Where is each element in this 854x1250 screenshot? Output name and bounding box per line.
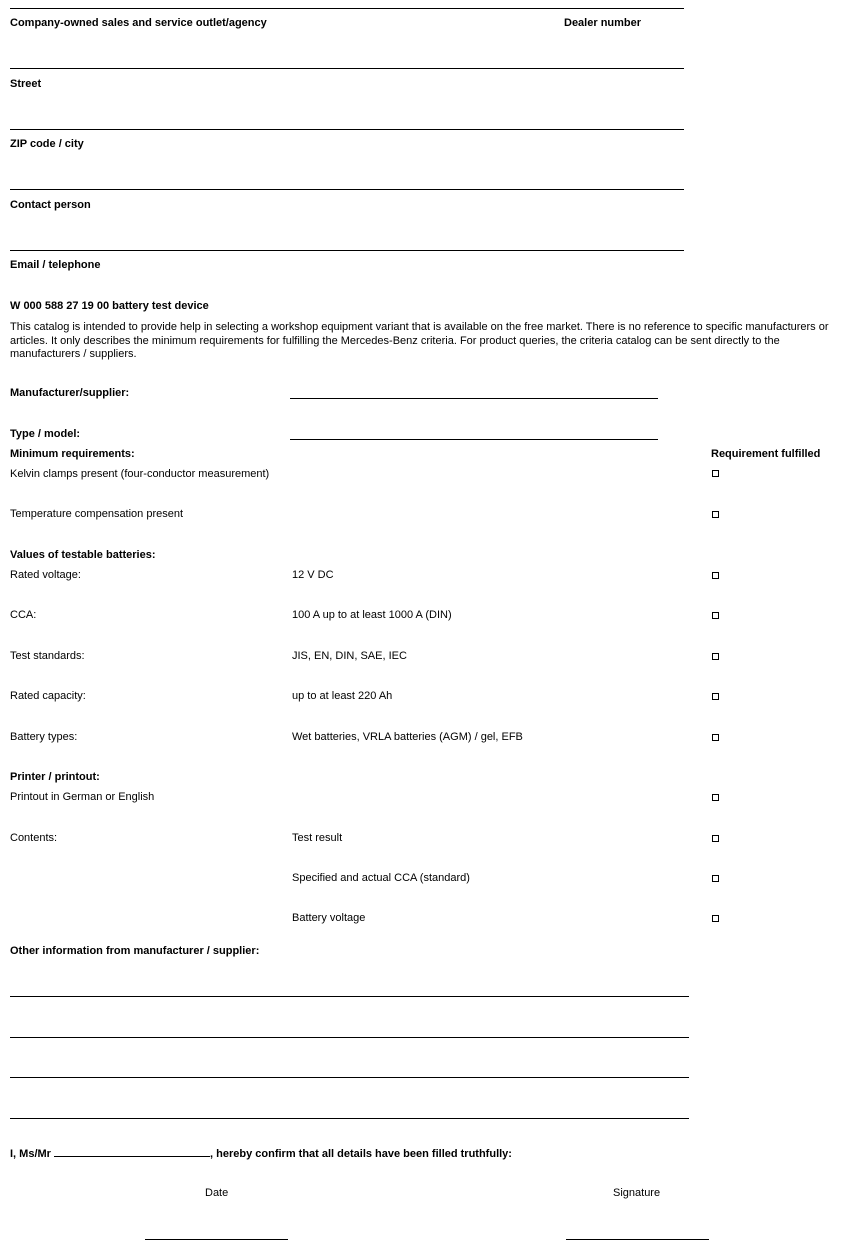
rated-voltage-value: 12 V DC (292, 569, 334, 581)
test-result-checkbox[interactable] (712, 835, 719, 842)
other-info-line-2[interactable] (10, 1037, 689, 1038)
cca-value: 100 A up to at least 1000 A (DIN) (292, 609, 452, 621)
test-standards-checkbox[interactable] (712, 653, 719, 660)
battery-types-checkbox[interactable] (712, 734, 719, 741)
street-label: Street (10, 78, 42, 90)
printout-language-checkbox[interactable] (712, 794, 719, 801)
temperature-compensation-label: Temperature compensation present (10, 508, 184, 520)
printout-language-label: Printout in German or English (10, 791, 155, 803)
test-standards-value: JIS, EN, DIN, SAE, IEC (292, 650, 407, 662)
specified-cca-checkbox[interactable] (712, 875, 719, 882)
device-title: W 000 588 27 19 00 battery test device (10, 300, 209, 312)
kelvin-clamps-checkbox[interactable] (712, 470, 719, 477)
kelvin-clamps-label: Kelvin clamps present (four-conductor measurement) (10, 468, 270, 480)
other-info-line-1[interactable] (10, 996, 689, 997)
dealer-number-label: Dealer number (564, 17, 642, 29)
other-info-line-4[interactable] (10, 1118, 689, 1119)
contents-label: Contents: (10, 832, 58, 844)
rated-capacity-value: up to at least 220 Ah (292, 690, 393, 702)
type-model-label: Type / model: (10, 428, 81, 440)
date-label: Date (205, 1187, 229, 1199)
rated-voltage-checkbox[interactable] (712, 572, 719, 579)
date-field-line[interactable] (145, 1239, 288, 1240)
manufacturer-field-line[interactable] (290, 398, 658, 399)
type-model-field-line[interactable] (290, 439, 658, 440)
battery-voltage-value: Battery voltage (292, 912, 366, 924)
cca-checkbox[interactable] (712, 612, 719, 619)
contact-person-label: Contact person (10, 199, 91, 211)
confirmation-prefix: I, Ms/Mr (10, 1148, 51, 1160)
manufacturer-label: Manufacturer/supplier: (10, 387, 130, 399)
other-info-line-3[interactable] (10, 1077, 689, 1078)
confirmation-statement (10, 1147, 512, 1160)
values-heading: Values of testable batteries: (10, 549, 156, 561)
rated-capacity-checkbox[interactable] (712, 693, 719, 700)
test-standards-label: Test standards: (10, 650, 85, 662)
cca-label: CCA: (10, 609, 37, 621)
confirmation-suffix: , hereby confirm that all details have been filled truthfully: (210, 1148, 512, 1160)
printer-heading: Printer / printout: (10, 771, 100, 783)
rated-voltage-label: Rated voltage: (10, 569, 81, 581)
zip-field-line[interactable] (10, 129, 684, 130)
test-result-value: Test result (292, 832, 343, 844)
field-line-top (10, 8, 684, 9)
email-field-line[interactable] (10, 250, 684, 251)
email-telephone-label: Email / telephone (10, 259, 101, 271)
signature-field-line[interactable] (566, 1239, 709, 1240)
battery-types-label: Battery types: (10, 731, 78, 743)
rated-capacity-label: Rated capacity: (10, 690, 86, 702)
zip-city-label: ZIP code / city (10, 138, 84, 150)
street-field-line[interactable] (10, 68, 684, 69)
signature-label: Signature (613, 1187, 661, 1199)
company-outlet-label: Company-owned sales and service outlet/agency (10, 17, 267, 29)
min-requirements-heading: Minimum requirements: (10, 448, 135, 460)
battery-types-value: Wet batteries, VRLA batteries (AGM) / gel, EFB (292, 731, 523, 743)
specified-cca-value: Specified and actual CCA (standard) (292, 872, 470, 884)
other-info-heading: Other information from manufacturer / supplier: (10, 945, 260, 957)
name-blank-field[interactable] (54, 1147, 210, 1157)
battery-voltage-checkbox[interactable] (712, 915, 719, 922)
contact-field-line[interactable] (10, 189, 684, 190)
intro-paragraph: This catalog is intended to provide help in selecting a workshop equipment variant that is available on the free market. There is no reference to specific manufacturers or articles. It only describes the minimum requirements for fulfilling the Mercedes-Benz criteria. For product queries, the criteria catalog can be sent directly to the manufacturers / suppliers. (10, 321, 829, 360)
temperature-compensation-checkbox[interactable] (712, 511, 719, 518)
requirement-fulfilled-heading: Requirement fulfilled (711, 448, 821, 460)
